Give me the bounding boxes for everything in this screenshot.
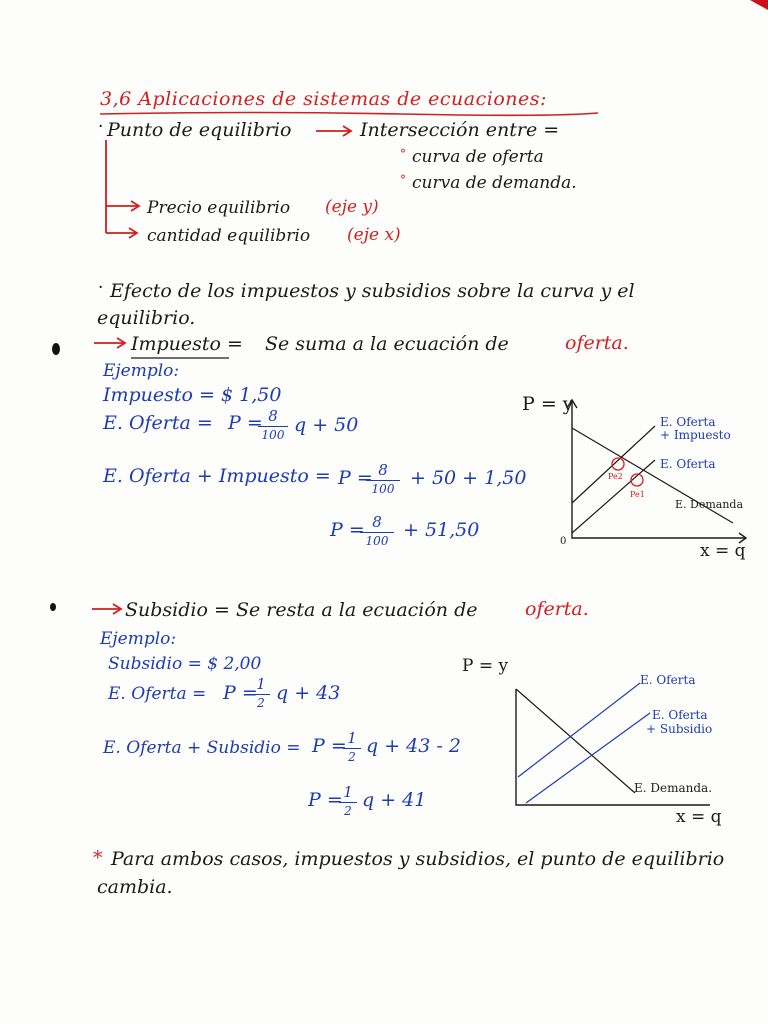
- impuesto-valor: Impuesto = $ 1,50: [103, 384, 282, 406]
- subsidio-eq2-fraction: [343, 731, 361, 763]
- arrow-right-icon: [316, 124, 356, 138]
- subsidio-ejemplo: Ejemplo:: [100, 629, 177, 649]
- graph1-label-oferta-impuesto-1: E. Oferta: [660, 415, 716, 429]
- subsidio-valor: Subsidio = $ 2,00: [108, 654, 262, 674]
- impuesto-ejemplo: Ejemplo:: [103, 361, 180, 381]
- conclusion-line-2: cambia.: [97, 876, 173, 898]
- fraction-denominator: 2: [257, 696, 265, 710]
- impuesto-eoferta-label: E. Oferta =: [103, 412, 213, 434]
- precio-equilibrio: Precio equilibrio: [147, 198, 291, 218]
- curva-oferta: curva de oferta: [412, 147, 544, 167]
- subsidio-eq1-rest: q + 43: [276, 682, 341, 704]
- bullet-punto: ·: [98, 117, 104, 137]
- graph2-label-demanda: E. Demanda.: [634, 781, 713, 795]
- fraction-numerator: 1: [343, 783, 353, 801]
- impuesto-eq3-rest: + 51,50: [403, 519, 480, 541]
- efecto-line-2: equilibrio.: [97, 307, 196, 329]
- page-corner-mark: [750, 0, 768, 10]
- graph2-label-oferta: E. Oferta: [640, 673, 696, 687]
- subsidio-eq2-rest: q + 43 - 2: [366, 735, 461, 757]
- graph1-label-oferta: E. Oferta: [660, 457, 716, 471]
- fraction-denominator: 100: [371, 482, 395, 496]
- bullet-oferta-icon: °: [400, 147, 406, 161]
- impuesto-eq2-label: E. Oferta + Impuesto =: [103, 465, 331, 487]
- arrow-impuesto-icon: [94, 336, 134, 350]
- impuesto-eq1-rest: q + 50: [294, 414, 359, 436]
- conclusion-line-1: Para ambos casos, impuestos y subsidios, el punto de equilibrio: [111, 848, 725, 870]
- impuesto-rule-label: Impuesto =: [131, 333, 243, 355]
- subsidio-eq1-p: P =: [223, 682, 258, 704]
- impuesto-eq1-p: P =: [228, 412, 263, 434]
- subsidio-eq3-rest: q + 41: [362, 789, 427, 811]
- bullet-efecto: ·: [98, 278, 104, 298]
- page-title: 3,6 Aplicaciones de sistemas de ecuaciones:: [100, 88, 547, 110]
- punto-equilibrio: Punto de equilibrio: [107, 119, 292, 141]
- margin-hole-1: [52, 343, 60, 355]
- curva-demanda: curva de demanda.: [412, 173, 577, 193]
- impuesto-eq2-fraction: [366, 463, 400, 495]
- subsidio-eq2-label: E. Oferta + Subsidio =: [103, 738, 301, 758]
- interseccion-text: Intersección entre =: [360, 119, 560, 141]
- graph1-x-axis-label: x = q: [700, 541, 746, 561]
- graph1-pe1: Pe1: [630, 490, 645, 499]
- impuesto-eq3-p: P =: [330, 519, 365, 541]
- graph2-x-axis-label: x = q: [676, 807, 722, 827]
- cantidad-eje: (eje x): [347, 225, 401, 245]
- subsidio-rule-text: Se resta a la ecuación de: [236, 599, 478, 621]
- arrow-subsidio-icon: [92, 602, 128, 616]
- graph1-pe2: Pe2: [608, 472, 623, 481]
- conclusion-star-icon: *: [93, 847, 103, 869]
- margin-hole-2: [50, 603, 56, 611]
- graph1-origin: 0: [560, 536, 567, 547]
- graph1-label-demanda: E. Demanda: [675, 498, 744, 511]
- cantidad-equilibrio: cantidad equilibrio: [147, 226, 311, 246]
- subsidio-rule-word: oferta.: [525, 598, 589, 620]
- graph1-y-axis-label: P = y: [522, 393, 574, 415]
- title-underline: [100, 111, 600, 117]
- subsidio-eoferta-label: E. Oferta =: [108, 684, 207, 704]
- impuesto-rule-text: Se suma a la ecuación de: [265, 333, 509, 355]
- graph2-y-axis-label: P = y: [462, 656, 509, 676]
- fraction-numerator: 8: [372, 513, 382, 531]
- subsidio-rule-label: Subsidio =: [125, 599, 230, 621]
- fraction-denominator: 2: [344, 804, 352, 818]
- bracket-arrows: [100, 138, 145, 243]
- impuesto-eq1-fraction: [258, 409, 288, 441]
- subsidio-eq1-fraction: [252, 677, 270, 709]
- impuesto-underline: [131, 356, 231, 360]
- impuesto-eq2-p: P =: [338, 467, 373, 489]
- graph2-label-oferta-subsidio-2: + Subsidio: [646, 722, 713, 736]
- fraction-numerator: 8: [378, 461, 388, 479]
- fraction-numerator: 1: [347, 729, 357, 747]
- precio-eje: (eje y): [325, 197, 379, 217]
- graph1-label-oferta-impuesto-2: + Impuesto: [660, 428, 731, 442]
- impuesto-rule-word: oferta.: [565, 332, 629, 354]
- fraction-numerator: 8: [268, 407, 278, 425]
- impuesto-eq3-fraction: [360, 515, 394, 547]
- efecto-line-1: Efecto de los impuestos y subsidios sobre la curva y el: [110, 280, 635, 302]
- graph2-plot: [510, 665, 730, 820]
- bullet-demanda-icon: °: [400, 173, 406, 187]
- fraction-numerator: 1: [256, 675, 266, 693]
- fraction-denominator: 100: [365, 534, 389, 548]
- fraction-denominator: 2: [348, 750, 356, 764]
- graph2-label-oferta-subsidio-1: E. Oferta: [652, 708, 708, 722]
- subsidio-eq3-p: P =: [308, 789, 343, 811]
- impuesto-eq2-rest: + 50 + 1,50: [410, 467, 527, 489]
- subsidio-eq3-fraction: [339, 785, 357, 817]
- subsidio-eq2-p: P =: [312, 735, 347, 757]
- fraction-denominator: 100: [261, 428, 285, 442]
